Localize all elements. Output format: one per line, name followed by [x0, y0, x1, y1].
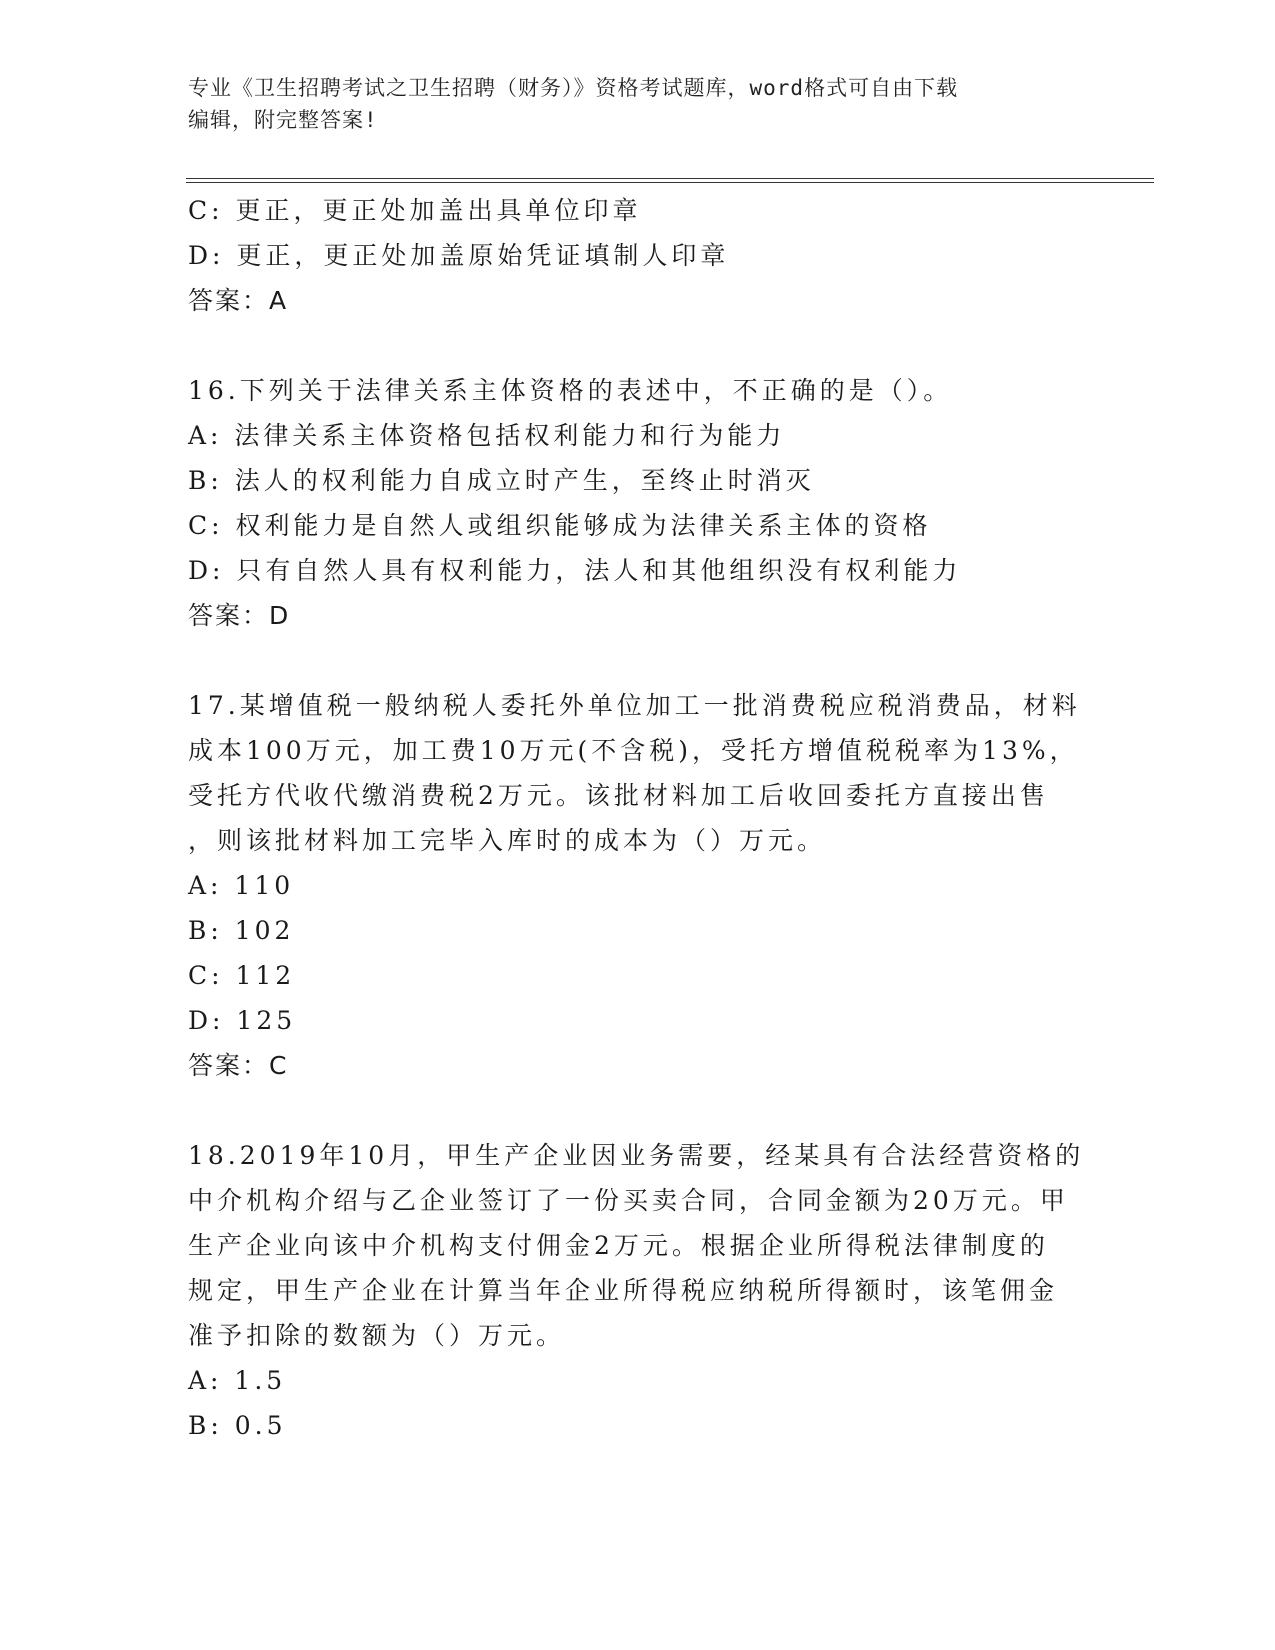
header-line-1: 专业《卫生招聘考试之卫生招聘（财务）》资格考试题库，word格式可自由下载 — [188, 76, 959, 100]
option-a: A: 法律关系主体资格包括权利能力和行为能力 — [188, 421, 786, 450]
option-c: C: 112 — [188, 961, 296, 990]
option-b: B: 法人的权利能力自成立时产生，至终止时消灭 — [188, 466, 815, 495]
question-stem-line: 规定，甲生产企业在计算当年企业所得税应纳税所得额时，该笔佣金 — [188, 1276, 1059, 1305]
question-stem-line: 中介机构介绍与乙企业签订了一份买卖合同，合同金额为20万元。甲 — [188, 1186, 1069, 1215]
header-divider — [186, 178, 1154, 183]
answer-line: 答案：A — [188, 286, 289, 315]
option-a: A: 110 — [188, 871, 295, 900]
question-stem: 16.下列关于法律关系主体资格的表述中，不正确的是（）。 — [188, 376, 953, 405]
option-b: B: 102 — [188, 916, 295, 945]
spacer — [188, 638, 1088, 683]
option-d: D: 125 — [188, 1006, 297, 1035]
question-stem-line: 17.某增值税一般纳税人委托外单位加工一批消费税应税消费品，材料 — [188, 691, 1081, 720]
question-block-18 — [188, 1133, 1088, 1448]
question-stem-line: 18.2019年10月，甲生产企业因业务需要，经某具有合法经营资格的 — [188, 1141, 1085, 1170]
question-block-17 — [188, 683, 1088, 1088]
document-body — [188, 188, 1088, 1448]
option-d: D: 更正，更正处加盖原始凭证填制人印章 — [188, 241, 730, 270]
question-block-16 — [188, 368, 1088, 638]
option-b: B: 0.5 — [188, 1411, 287, 1440]
header-line-2: 编辑，附完整答案! — [188, 108, 378, 132]
answer-line: 答案：C — [188, 1051, 289, 1080]
option-c: C: 权利能力是自然人或组织能够成为法律关系主体的资格 — [188, 511, 932, 540]
page-header — [188, 72, 1068, 136]
option-a: A: 1.5 — [188, 1366, 287, 1395]
question-stem-line: 生产企业向该中介机构支付佣金2万元。根据企业所得税法律制度的 — [188, 1231, 1049, 1260]
question-block-15 — [188, 188, 1088, 323]
question-stem-line: 受托方代收代缴消费税2万元。该批材料加工后收回委托方直接出售 — [188, 781, 1049, 810]
question-stem-line: 准予扣除的数额为（）万元。 — [188, 1321, 566, 1350]
option-d: D: 只有自然人具有权利能力，法人和其他组织没有权利能力 — [188, 556, 962, 585]
question-stem-line: 成本100万元，加工费10万元(不含税)，受托方增值税税率为13%， — [188, 736, 1079, 765]
question-stem-line: ，则该批材料加工完毕入库时的成本为（）万元。 — [188, 826, 827, 855]
answer-line: 答案：D — [188, 601, 291, 630]
spacer — [188, 323, 1088, 368]
spacer — [188, 1088, 1088, 1133]
option-c: C: 更正，更正处加盖出具单位印章 — [188, 196, 642, 225]
